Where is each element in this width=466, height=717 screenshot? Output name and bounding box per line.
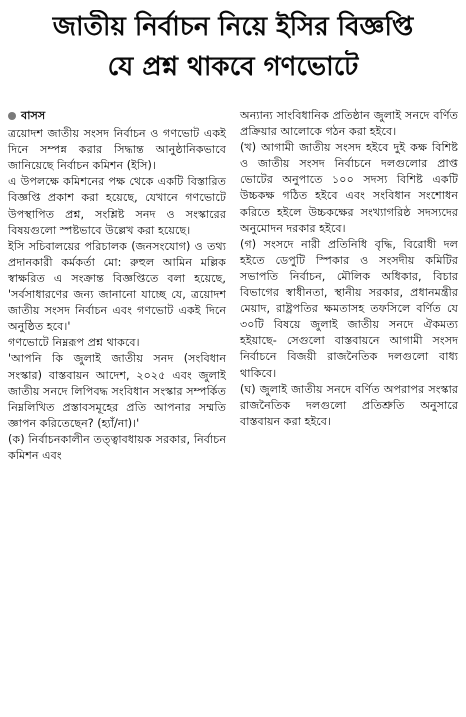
paragraph: (ঘ) জুলাই জাতীয় সনদে বর্ণিত অপরাপর সংস্কার রাজনৈতিক দলগুলো প্রতিশ্রুতি অনুসারে বাস্তবায়ন করা হইবে।	[240, 382, 458, 428]
paragraph: ইসি সচিবালয়ের পরিচালক (জনসংযোগ) ও তথ্য প্রদানকারী কর্মকর্তা মো: রুহুল আমিন মল্লিক স্বাক্ষরিত এ সংক্রান্ত বিজ্ঞপ্তিতে বলা হয়েছে, 'সর্বসাধারণের জন্য জানানো যাচ্ছে যে, ত্রয়োদশ জাতীয় সংসদ নির্বাচন এবং গণভোট একই দিনে অনুষ্ঠিত হবে।'	[8, 239, 226, 334]
right-column	[240, 108, 458, 430]
paragraph: (ক) নির্বাচনকালীন তত্ত্বাবধায়ক সরকার, নির্বাচন কমিশন এবং	[8, 432, 226, 462]
paragraph: ত্রয়োদশ জাতীয় সংসদ নির্বাচন ও গণভোট একই দিনে সম্পন্ন করার সিদ্ধান্ত আনুষ্ঠানিকভাবে জানিয়েছে নির্বাচন কমিশন (ইসি)।	[8, 127, 226, 173]
headline-line-2: যে প্রশ্ন থাকবে গণভোটে	[107, 52, 359, 82]
byline-text: বাসস	[21, 109, 46, 122]
byline	[8, 108, 226, 124]
paragraph: (খ) আগামী জাতীয় সংসদ হইবে দুই কক্ষ বিশিষ্ট ও জাতীয় সংসদ নির্বাচনে দলগুলোর প্রাপ্ত ভোটের অনুপাতে ১০০ সদস্য বিশিষ্ট একটি উচ্চকক্ষ গঠিত হইবে এবং সংবিধান সংশোধন করিতে হইলে উচ্চকক্ষের সংখ্যাগরিষ্ঠ সদস্যদের অনুমোদন দরকার হইবে।	[240, 141, 458, 235]
paragraph: অন্যান্য সাংবিধানিক প্রতিষ্ঠান জুলাই সনদে বর্ণিত প্রক্রিয়ার আলোকে গঠন করা হইবে।	[240, 109, 458, 139]
paragraph: (গ) সংসদে নারী প্রতিনিধি বৃদ্ধি, বিরোধী দল হইতে ডেপুটি স্পিকার ও সংসদীয় কমিটির সভাপতি নির্বাচন, মৌলিক অধিকার, বিচার বিভাগের স্বাধীনতা, স্থানীয় সরকার, প্রধানমন্ত্রীর মেয়াদ, রাষ্ট্রপতির ক্ষমতাসহ তফসিলে বর্ণিত যে ৩০টি বিষয়ে জুলাই জাতীয় সনদে ঐকমত্য হইয়াছে- সেগুলো বাস্তবায়নে আগামী সংসদ নির্বাচনে বিজয়ী রাজনৈতিক দলগুলো বাধ্য থাকিবে।	[240, 237, 458, 380]
column-divider	[232, 108, 233, 708]
left-column	[8, 108, 226, 464]
headline-line-1: জাতীয় নির্বাচন নিয়ে ইসির বিজ্ঞপ্তি	[52, 12, 414, 42]
bullet-icon	[8, 112, 16, 120]
paragraph: গণভোটে নিম্নরূপ প্রশ্ন থাকবে।	[8, 336, 140, 350]
paragraph: 'আপনি কি জুলাই জাতীয় সনদ (সংবিধান সংস্কার) বাস্তবায়ন আদেশ, ২০২৫ এবং জুলাই জাতীয় সনদে লিপিবদ্ধ সংবিধান সংস্কার সম্পর্কিত নিম্নলিখিত প্রস্তাবসমূহের প্রতি আপনার সম্মতি জ্ঞাপন করিতেছেন? (হ্যাঁ/না)।'	[8, 352, 226, 430]
paragraph: এ উপলক্ষে কমিশনের পক্ষ থেকে একটি বিস্তারিত বিজ্ঞপ্তি প্রকাশ করা হয়েছে, যেখানে গণভোটে উপস্থাপিত প্রশ্ন, সংশ্লিষ্ট সনদ ও সংস্কারের বিষয়গুলো স্পষ্টভাবে উল্লেখ করা হয়েছে।	[8, 175, 226, 237]
